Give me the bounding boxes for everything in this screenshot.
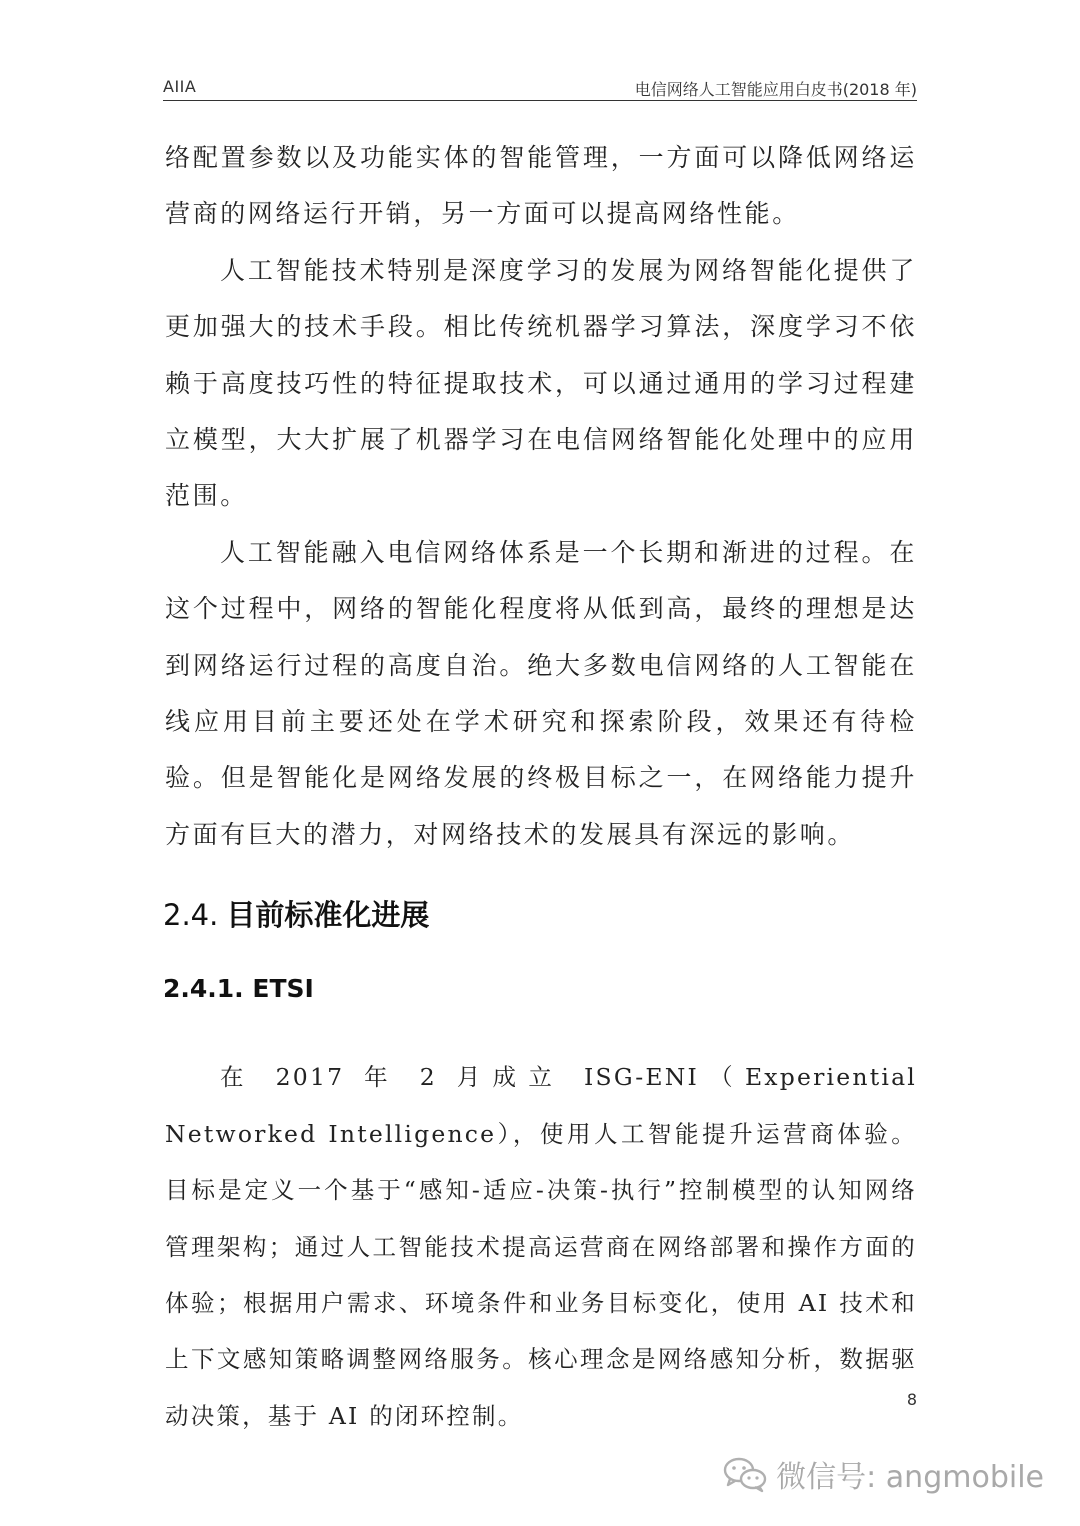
etsi-paragraph: 在 2017 年 2 月成立 ISG-ENI（Experiential Networked Intelligence），使用人工智能提升运营商体验。目标是定义一个基于“感知-适应-决策-执行”控制模型的认知网络管理架构；通过人工智能技术提高运营商在网络部署和操作方面的体验；根据用户需求、环境条件和业务目标变化，使用 AI 技术和上下文感知策略调整网络服务。核心理念是网络感知分析，数据驱动决策，基于 AI 的闭环控制。 [165,1063,917,1430]
body-paragraph-3: 人工智能融入电信网络体系是一个长期和渐进的过程。在这个过程中，网络的智能化程度将从低到高，最终的理想是达到网络运行过程的高度自治。绝大多数电信网络的人工智能在线应用目前主要还处在学术研究和探索阶段，效果还有待检验。但是智能化是网络发展的终极目标之一，在网络能力提升方面有巨大的潜力，对网络技术的发展具有深远的影响。 [165,537,917,849]
section-title: 目前标准化进展 [226,898,430,933]
body-paragraph-2: 人工智能技术特别是深度学习的发展为网络智能化提供了更加强大的技术手段。相比传统机器学习算法，深度学习不依赖于高度技巧性的特征提取技术，可以通过通用的学习过程建立模型，大大扩展了机器学习在电信网络智能化处理中的应用范围。 [165,255,917,511]
page-number: 8 [906,1390,917,1409]
page-header [163,74,917,101]
wechat-icon [722,1455,768,1493]
watermark [722,1452,1044,1496]
header-org-name: AIIA [163,77,197,96]
subsection-heading: 2.4.1. ETSI [163,974,314,1004]
body-paragraph-1: 络配置参数以及功能实体的智能管理，一方面可以降低网络运营商的网络运行开销，另一方面可以提高网络性能。 [165,143,917,229]
section-number: 2.4. [163,898,219,933]
header-document-title: 电信网络人工智能应用白皮书(2018 年) [634,80,917,99]
section-heading [163,887,915,943]
page-content [165,130,917,1444]
watermark-text: 微信号: angmobile [776,1460,1044,1495]
